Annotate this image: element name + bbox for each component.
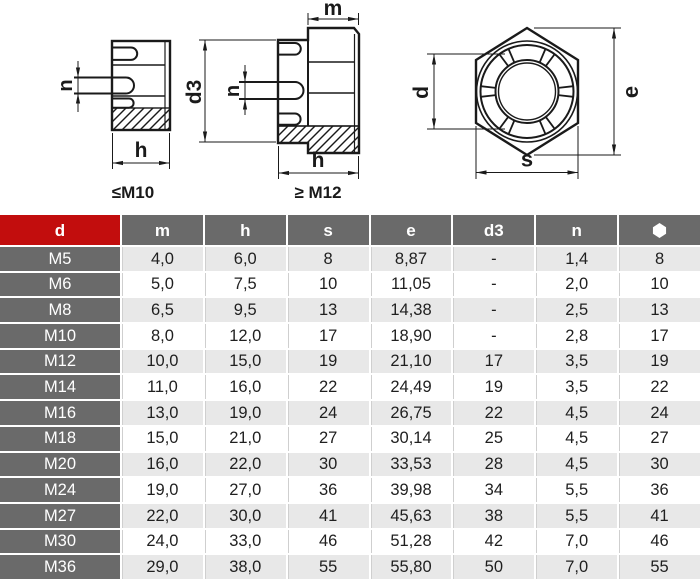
data-cell: 51,28 — [371, 530, 452, 554]
middle-caption: ≥ M12 — [294, 183, 342, 202]
table-row — [0, 350, 700, 374]
data-cell: 16,0 — [205, 375, 286, 399]
data-cell: 42 — [453, 530, 534, 554]
middle-h-label: h — [311, 149, 325, 172]
data-cell: 11,0 — [122, 375, 203, 399]
data-cell: 22 — [453, 401, 534, 425]
data-cell: 39,98 — [371, 478, 452, 502]
table-row — [0, 273, 700, 297]
header-cell-d3: d3 — [453, 215, 534, 245]
dimension-table — [0, 215, 700, 579]
hex-s-label: s — [520, 146, 534, 172]
data-cell: 3,5 — [536, 375, 617, 399]
data-cell: 55 — [619, 555, 700, 579]
table-row — [0, 247, 700, 271]
data-cell: 50 — [453, 555, 534, 579]
data-cell: 21,0 — [205, 427, 286, 451]
data-cell: 13,0 — [122, 401, 203, 425]
data-cell: 8,87 — [371, 247, 452, 271]
data-cell: 9,5 — [205, 298, 286, 322]
data-cell: - — [453, 324, 534, 348]
table-row — [0, 504, 700, 528]
data-cell: 18,90 — [371, 324, 452, 348]
data-cell: 7,0 — [536, 555, 617, 579]
header-cell-h: h — [205, 215, 286, 245]
data-cell: 15,0 — [205, 350, 286, 374]
data-cell: 4,5 — [536, 427, 617, 451]
data-cell: 8,0 — [122, 324, 203, 348]
data-cell: 38,0 — [205, 555, 286, 579]
data-cell: 10 — [619, 273, 700, 297]
data-cell: 17 — [288, 324, 369, 348]
data-cell: 25 — [453, 427, 534, 451]
left-n-label: n — [55, 79, 77, 92]
left-nut-view — [74, 41, 170, 130]
data-cell: 15,0 — [122, 427, 203, 451]
row-label: M20 — [0, 453, 120, 477]
technical-drawing — [0, 0, 700, 215]
hex-top-view — [476, 28, 578, 155]
data-cell: 12,0 — [205, 324, 286, 348]
row-label: M16 — [0, 401, 120, 425]
middle-m-label: m — [323, 0, 343, 20]
data-cell: 4,5 — [536, 401, 617, 425]
left-h-label: h — [134, 139, 148, 162]
data-cell: 41 — [619, 504, 700, 528]
row-label: M5 — [0, 247, 120, 271]
header-cell-e: e — [371, 215, 452, 245]
row-label: M27 — [0, 504, 120, 528]
data-cell: 4,5 — [536, 453, 617, 477]
data-cell: 19 — [288, 350, 369, 374]
row-label: M24 — [0, 478, 120, 502]
hex-e-label: e — [618, 85, 643, 99]
table-row — [0, 427, 700, 451]
data-cell: 41 — [288, 504, 369, 528]
data-cell: 46 — [288, 530, 369, 554]
data-cell: - — [453, 298, 534, 322]
table-row — [0, 530, 700, 554]
data-cell: 22,0 — [122, 504, 203, 528]
table-row — [0, 298, 700, 322]
row-label: M12 — [0, 350, 120, 374]
header-cell-hexagon — [619, 215, 700, 245]
hexagon-icon — [652, 222, 667, 239]
data-cell: 11,05 — [371, 273, 452, 297]
hex-d-label: d — [410, 86, 433, 99]
data-cell: 8 — [288, 247, 369, 271]
data-cell: 1,4 — [536, 247, 617, 271]
header-cell-s: s — [288, 215, 369, 245]
data-cell: 30,0 — [205, 504, 286, 528]
data-cell: 30,14 — [371, 427, 452, 451]
row-label: M18 — [0, 427, 120, 451]
data-cell: 13 — [288, 298, 369, 322]
data-cell: 19 — [453, 375, 534, 399]
data-cell: 55,80 — [371, 555, 452, 579]
row-label: M10 — [0, 324, 120, 348]
data-cell: 38 — [453, 504, 534, 528]
middle-nut-view — [239, 28, 359, 153]
data-cell: 10 — [288, 273, 369, 297]
data-cell: 6,5 — [122, 298, 203, 322]
data-cell: 24,49 — [371, 375, 452, 399]
data-cell: 2,0 — [536, 273, 617, 297]
data-cell: 24,0 — [122, 530, 203, 554]
data-cell: 27,0 — [205, 478, 286, 502]
data-cell: 55 — [288, 555, 369, 579]
data-cell: 22,0 — [205, 453, 286, 477]
table-row — [0, 453, 700, 477]
data-cell: 7,0 — [536, 530, 617, 554]
data-cell: 26,75 — [371, 401, 452, 425]
row-label: M8 — [0, 298, 120, 322]
data-cell: 5,0 — [122, 273, 203, 297]
table-row — [0, 401, 700, 425]
header-cell-d: d — [0, 215, 120, 245]
data-cell: 17 — [619, 324, 700, 348]
data-cell: 24 — [288, 401, 369, 425]
header-cell-n: n — [536, 215, 617, 245]
data-cell: - — [453, 247, 534, 271]
data-cell: 46 — [619, 530, 700, 554]
table-row — [0, 555, 700, 579]
data-cell: 29,0 — [122, 555, 203, 579]
row-label: M30 — [0, 530, 120, 554]
header-cell-m: m — [122, 215, 203, 245]
data-cell: - — [453, 273, 534, 297]
data-cell: 2,8 — [536, 324, 617, 348]
data-cell: 27 — [619, 427, 700, 451]
data-cell: 3,5 — [536, 350, 617, 374]
data-cell: 45,63 — [371, 504, 452, 528]
data-cell: 14,38 — [371, 298, 452, 322]
data-cell: 36 — [288, 478, 369, 502]
data-cell: 19,0 — [205, 401, 286, 425]
data-cell: 7,5 — [205, 273, 286, 297]
data-cell: 30 — [288, 453, 369, 477]
data-cell: 10,0 — [122, 350, 203, 374]
row-label: M36 — [0, 555, 120, 579]
left-nut-hatch — [112, 108, 170, 130]
data-cell: 33,0 — [205, 530, 286, 554]
data-cell: 19,0 — [122, 478, 203, 502]
left-caption: ≤M10 — [111, 183, 155, 202]
data-cell: 36 — [619, 478, 700, 502]
data-cell: 5,5 — [536, 504, 617, 528]
data-cell: 22 — [288, 375, 369, 399]
data-cell: 13 — [619, 298, 700, 322]
data-cell: 22 — [619, 375, 700, 399]
data-cell: 21,10 — [371, 350, 452, 374]
data-cell: 5,5 — [536, 478, 617, 502]
data-cell: 33,53 — [371, 453, 452, 477]
d3-label: d3 — [183, 79, 206, 105]
row-label: M14 — [0, 375, 120, 399]
data-cell: 30 — [619, 453, 700, 477]
table-header-row — [0, 215, 700, 245]
data-cell: 19 — [619, 350, 700, 374]
data-cell: 24 — [619, 401, 700, 425]
data-cell: 27 — [288, 427, 369, 451]
data-cell: 4,0 — [122, 247, 203, 271]
table-row — [0, 324, 700, 348]
data-cell: 17 — [453, 350, 534, 374]
row-label: M6 — [0, 273, 120, 297]
table-row — [0, 375, 700, 399]
data-cell: 6,0 — [205, 247, 286, 271]
middle-n-label: n — [222, 84, 244, 98]
table-row — [0, 478, 700, 502]
data-cell: 34 — [453, 478, 534, 502]
data-cell: 2,5 — [536, 298, 617, 322]
data-cell: 16,0 — [122, 453, 203, 477]
data-cell: 28 — [453, 453, 534, 477]
data-cell: 8 — [619, 247, 700, 271]
